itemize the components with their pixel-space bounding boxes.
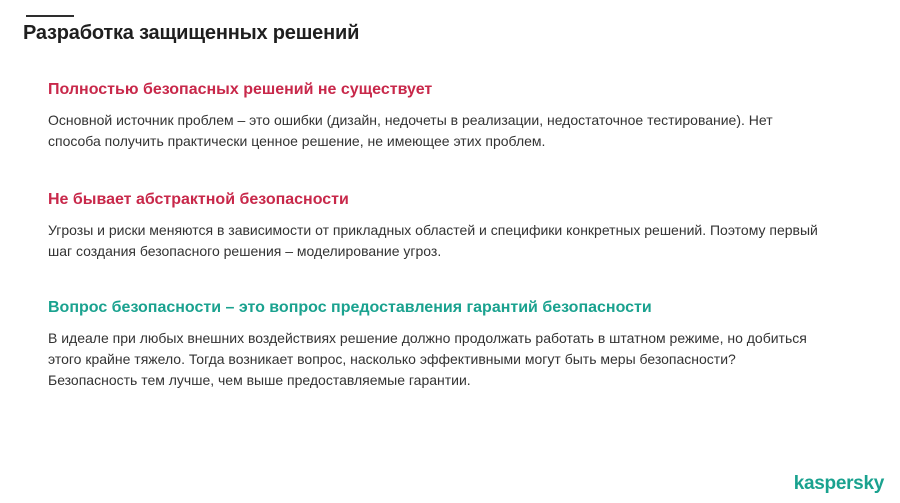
section-body: Основной источник проблем – это ошибки (дизайн, недочеты в реализации, недостаточное тестирование). Нет способа получить практически ценное решение, не имеющее этих проблем. — [48, 112, 773, 149]
section-heading: Вопрос безопасности – это вопрос предоставления гарантий безопасности — [48, 299, 652, 316]
section-security-guarantees — [48, 298, 848, 391]
section-body: В идеале при любых внешних воздействиях решение должно продолжать работать в штатном режиме, но добиться этого крайне тяжело. Тогда возникает вопрос, насколько эффективными могут быть меры безопасности? Безопасность тем лучше, чем выше предоставляемые гарантии. — [48, 330, 807, 388]
title-accent-line — [26, 15, 74, 17]
section-no-absolute-security-solutions — [48, 80, 848, 152]
section-no-abstract-security — [48, 190, 848, 262]
slide-title: Разработка защищенных решений — [23, 22, 360, 44]
section-heading: Полностью безопасных решений не существует — [48, 81, 433, 98]
section-heading: Не бывает абстрактной безопасности — [48, 191, 349, 208]
kaspersky-logo: kaspersky — [793, 473, 884, 494]
section-body: Угрозы и риски меняются в зависимости от прикладных областей и специфики конкретных решений. Поэтому первый шаг создания безопасного решения – моделирование угроз. — [48, 222, 818, 259]
